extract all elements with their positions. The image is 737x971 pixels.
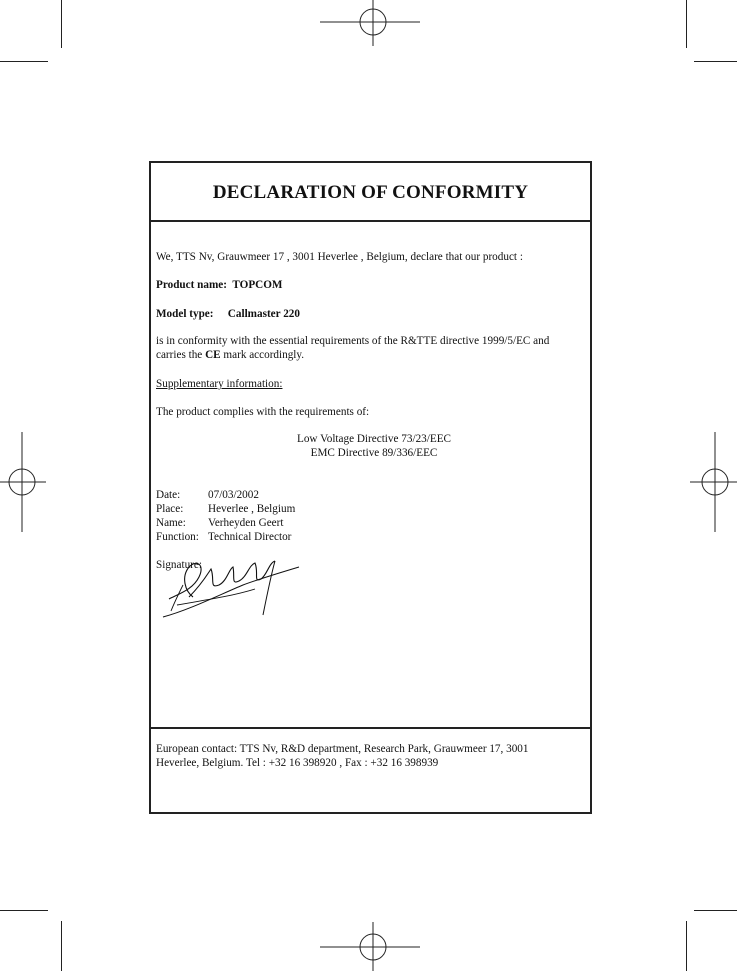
- footer-divider: [151, 727, 590, 729]
- registration-mark-right: [690, 432, 737, 532]
- registration-mark-bottom: [320, 922, 420, 971]
- complies-text: The product complies with the requirements of:: [156, 406, 370, 418]
- model-type-label: Model type:: [156, 308, 214, 320]
- crop-mark: [686, 0, 687, 48]
- crop-mark: [686, 921, 687, 971]
- signature-label: Signature:: [156, 559, 202, 571]
- product-name-row: [156, 279, 283, 292]
- name-value: Verheyden Geert: [208, 517, 284, 529]
- declaration-frame: [149, 161, 592, 814]
- intro-text: We, TTS Nv, Grauwmeer 17 , 3001 Heverlee , Belgium, declare that our product :: [156, 251, 523, 263]
- function-value: Technical Director: [208, 531, 292, 543]
- crop-mark: [61, 921, 62, 971]
- conformity-line-1: is in conformity with the essential requirements of the R&TTE directive 1999/5/EC and: [156, 335, 550, 347]
- directive-low-voltage: Low Voltage Directive 73/23/EEC: [296, 433, 451, 445]
- crop-mark: [694, 61, 737, 62]
- conformity-line-2: [156, 349, 304, 362]
- conformity-text-pre: carries the: [156, 349, 206, 361]
- directive-emc: EMC Directive 89/336/EEC: [310, 447, 438, 459]
- place-label: Place:: [156, 503, 184, 515]
- registration-mark-top: [320, 0, 420, 48]
- detail-row-name: [156, 517, 283, 530]
- date-label: Date:: [156, 489, 181, 501]
- supplementary-heading: Supplementary information:: [156, 378, 283, 390]
- conformity-text-post: mark accordingly.: [220, 349, 305, 361]
- place-value: Heverlee , Belgium: [208, 503, 296, 515]
- product-name-label: Product name:: [156, 279, 227, 291]
- detail-row-function: [156, 531, 291, 544]
- detail-row-date: [156, 489, 259, 502]
- crop-mark: [61, 0, 62, 48]
- detail-row-place: [156, 503, 295, 516]
- signature-scribble: [159, 555, 309, 625]
- footer-line-1: European contact: TTS Nv, R&D department, Research Park, Grauwmeer 17, 3001: [156, 743, 529, 755]
- crop-mark: [0, 910, 48, 911]
- footer-line-2: Heverlee, Belgium. Tel : +32 16 398920 , Fax : +32 16 398939: [156, 757, 439, 769]
- model-type-value: Callmaster 220: [227, 308, 300, 320]
- crop-mark: [0, 61, 48, 62]
- registration-mark-left: [0, 432, 46, 532]
- product-name-value: TOPCOM: [232, 279, 283, 291]
- page-title: DECLARATION OF CONFORMITY: [212, 181, 529, 203]
- title-box: [151, 163, 590, 222]
- crop-mark: [694, 910, 737, 911]
- date-value: 07/03/2002: [208, 489, 259, 501]
- ce-mark: CE: [205, 349, 221, 361]
- model-type-row: [156, 308, 300, 321]
- function-label: Function:: [156, 531, 199, 543]
- name-label: Name:: [156, 517, 186, 529]
